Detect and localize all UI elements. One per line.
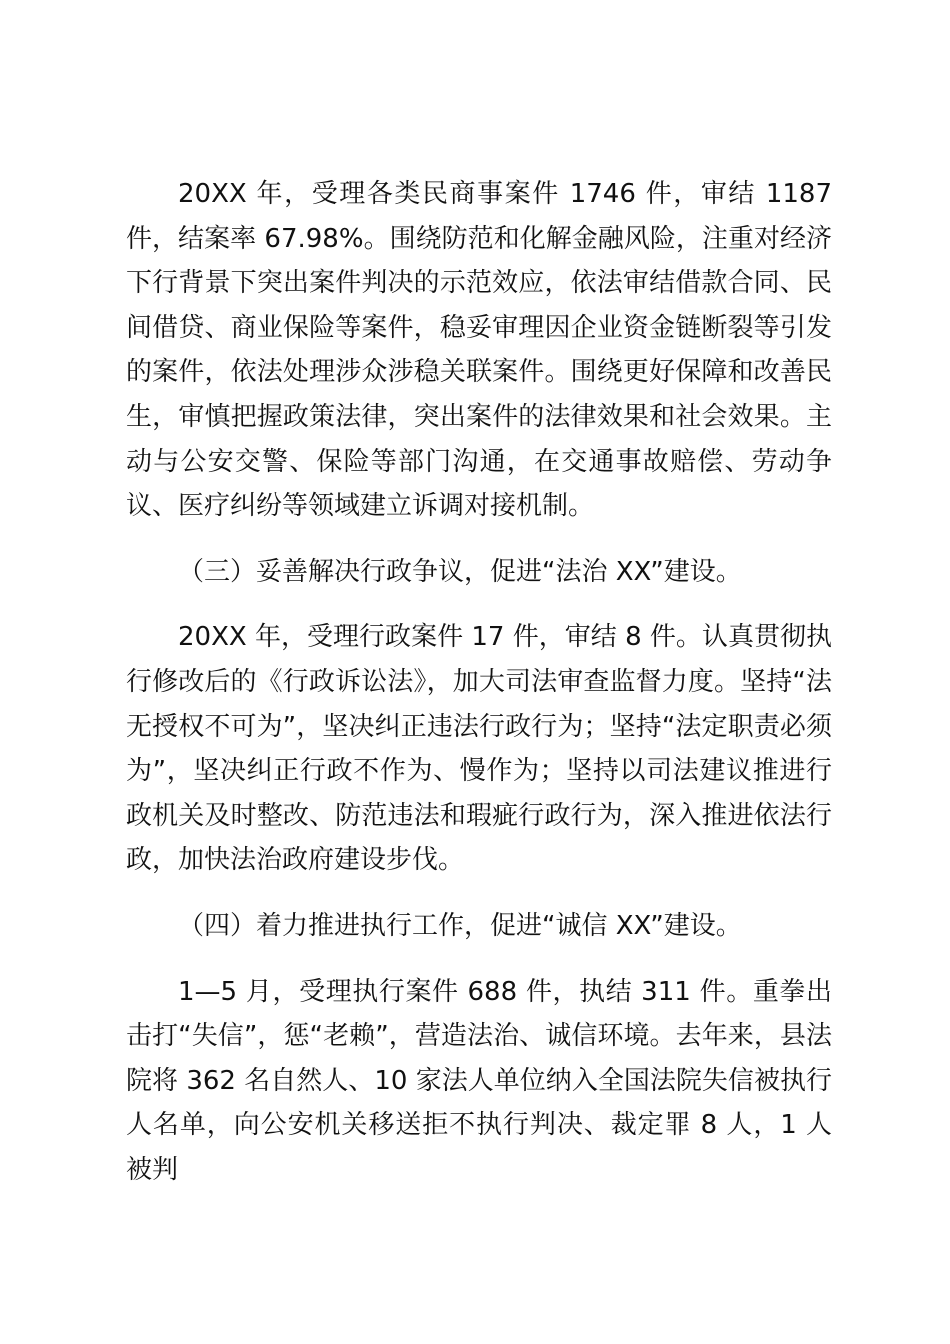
heading-administrative-disputes: （三）妥善解决行政争议，促进“法治 XX”建设。 bbox=[178, 556, 742, 587]
document-body bbox=[126, 172, 832, 1192]
paragraph-enforcement-cases: 1—5 月，受理执行案件 688 件，执结 311 件。重拳出击打“失信”，惩“老赖”，营造法治、诚信环境。去年来，县法院将 362 名自然人、10 家法人单位纳入全国法院失信被执行人名单，向公安机关移送拒不执行判决、裁定罪 8 人，1 人被判 bbox=[126, 976, 832, 1185]
heading-enforcement-work: （四）着力推进执行工作，促进“诚信 XX”建设。 bbox=[178, 910, 742, 941]
paragraph-administrative-cases: 20XX 年，受理行政案件 17 件，审结 8 件。认真贯彻执行修改后的《行政诉讼法》，加大司法审查监督力度。坚持“法无授权不可为”，坚决纠正违法行政行为；坚持“法定职责必须为”，坚决纠正行政不作为、慢作为；坚持以司法建议推进行政机关及时整改、防范违法和瑕疵行政行为，深入推进依法行政，加快法治政府建设步伐。 bbox=[126, 622, 832, 876]
paragraph-civil-cases: 20XX 年，受理各类民商事案件 1746 件，审结 1187 件，结案率 67.98%。围绕防范和化解金融风险，注重对经济下行背景下突出案件判决的示范效应，依法审结借款合同、民间借贷、商业保险等案件，稳妥审理因企业资金链断裂等引发的案件，依法处理涉众涉稳关联案件。围绕更好保障和改善民生，审慎把握政策法律，突出案件的法律效果和社会效果。主动与公安交警、保险等部门沟通，在交通事故赔偿、劳动争议、医疗纠纷等领域建立诉调对接机制。 bbox=[126, 179, 832, 522]
